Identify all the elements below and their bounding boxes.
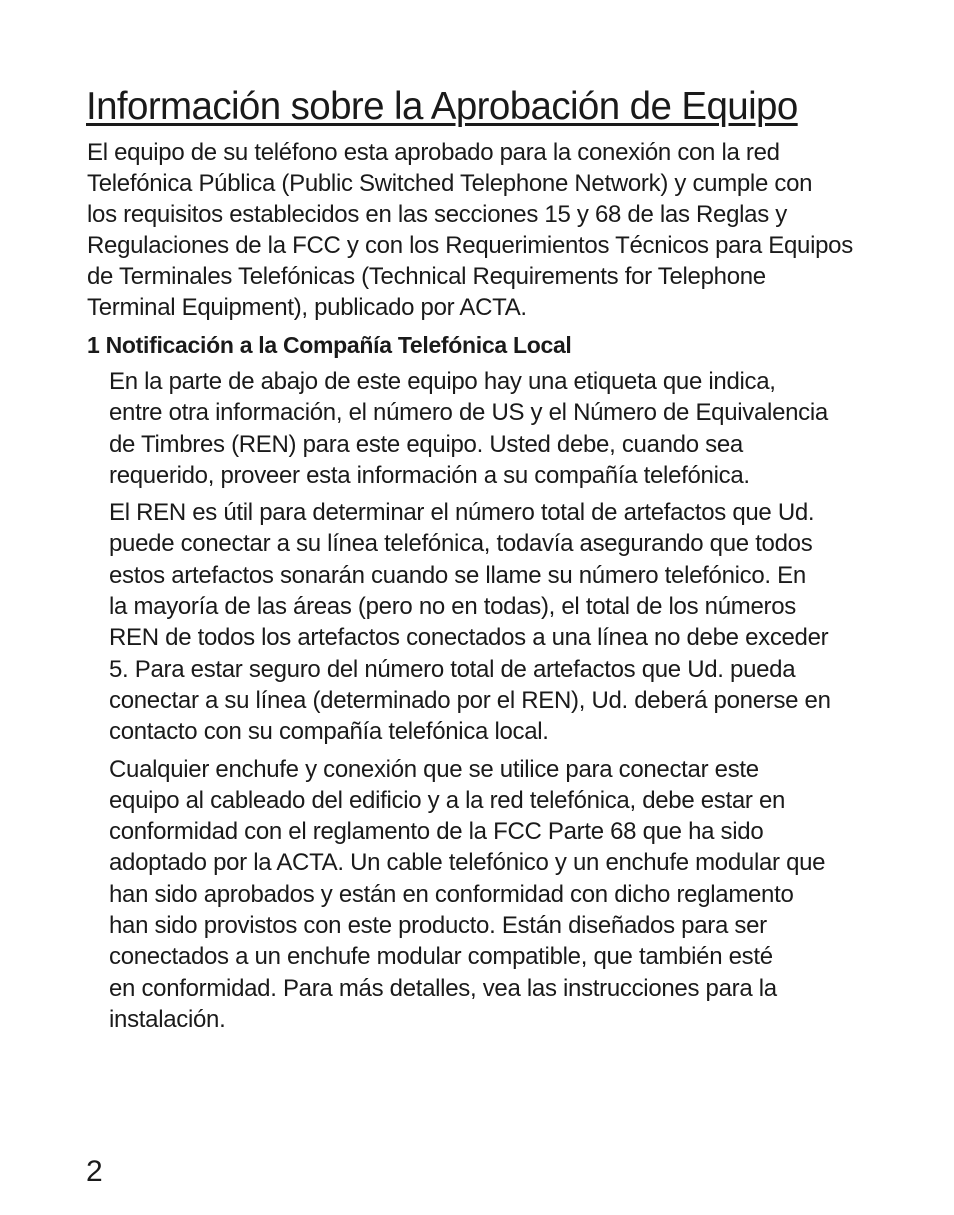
paragraph-line: equipo al cableado del edificio y a la red telefónica, debe estar en bbox=[109, 786, 786, 814]
paragraph-line: contacto con su compañía telefónica local. bbox=[109, 718, 549, 746]
section-paragraph-ren-usage bbox=[109, 497, 879, 747]
paragraph-line: requerido, proveer esta información a su compañía telefónica. bbox=[109, 461, 750, 489]
paragraph-line: conectar a su línea (determinado por el REN), Ud. deberá ponerse en bbox=[109, 686, 831, 714]
paragraph-line: Cualquier enchufe y conexión que se utilice para conectar este bbox=[109, 755, 759, 783]
paragraph-line: entre otra información, el número de US y el Número de Equivalencia bbox=[109, 399, 828, 427]
paragraph-line: de Timbres (REN) para este equipo. Usted debe, cuando sea bbox=[109, 430, 743, 458]
intro-line: los requisitos establecidos en las secciones 15 y 68 de las Reglas y bbox=[87, 201, 787, 228]
paragraph-line: puede conectar a su línea telefónica, todavía asegurando que todos bbox=[109, 530, 813, 558]
intro-line: Regulaciones de la FCC y con los Requerimientos Técnicos para Equipos bbox=[87, 232, 853, 259]
intro-line: Terminal Equipment), publicado por ACTA. bbox=[87, 294, 527, 321]
paragraph-line: conectados a un enchufe modular compatible, que también esté bbox=[109, 943, 773, 971]
intro-line: Telefónica Pública (Public Switched Telephone Network) y cumple con bbox=[87, 170, 813, 197]
paragraph-line: El REN es útil para determinar el número total de artefactos que Ud. bbox=[109, 499, 815, 527]
paragraph-line: conformidad con el reglamento de la FCC Parte 68 que ha sido bbox=[109, 818, 764, 846]
intro-line: de Terminales Telefónicas (Technical Requirements for Telephone bbox=[87, 263, 766, 290]
section-heading: 1 Notificación a la Compañía Telefónica Local bbox=[87, 332, 572, 358]
paragraph-line: adoptado por la ACTA. Un cable telefónico y un enchufe modular que bbox=[109, 849, 826, 877]
page-number: 2 bbox=[86, 1155, 103, 1188]
paragraph-line: REN de todos los artefactos conectados a una línea no debe exceder bbox=[109, 624, 829, 652]
section-paragraph-connection bbox=[109, 754, 879, 1036]
paragraph-line: en conformidad. Para más detalles, vea las instrucciones para la bbox=[109, 974, 777, 1002]
intro-line: El equipo de su teléfono esta aprobado para la conexión con la red bbox=[87, 139, 780, 166]
paragraph-line: 5. Para estar seguro del número total de artefactos que Ud. pueda bbox=[109, 655, 796, 683]
section-body bbox=[109, 366, 879, 1041]
paragraph-line: la mayoría de las áreas (pero no en todas), el total de los números bbox=[109, 593, 796, 621]
paragraph-line: han sido provistos con este producto. Están diseñados para ser bbox=[109, 912, 767, 940]
paragraph-line: estos artefactos sonarán cuando se llame su número telefónico. En bbox=[109, 561, 806, 589]
intro-paragraph bbox=[87, 137, 877, 323]
paragraph-line: En la parte de abajo de este equipo hay una etiqueta que indica, bbox=[109, 368, 776, 395]
paragraph-line: han sido aprobados y están en conformidad con dicho reglamento bbox=[109, 880, 794, 908]
paragraph-line: instalación. bbox=[109, 1005, 226, 1033]
page-title: Información sobre la Aprobación de Equipo bbox=[86, 85, 798, 128]
section-paragraph-ren-label bbox=[109, 366, 879, 491]
